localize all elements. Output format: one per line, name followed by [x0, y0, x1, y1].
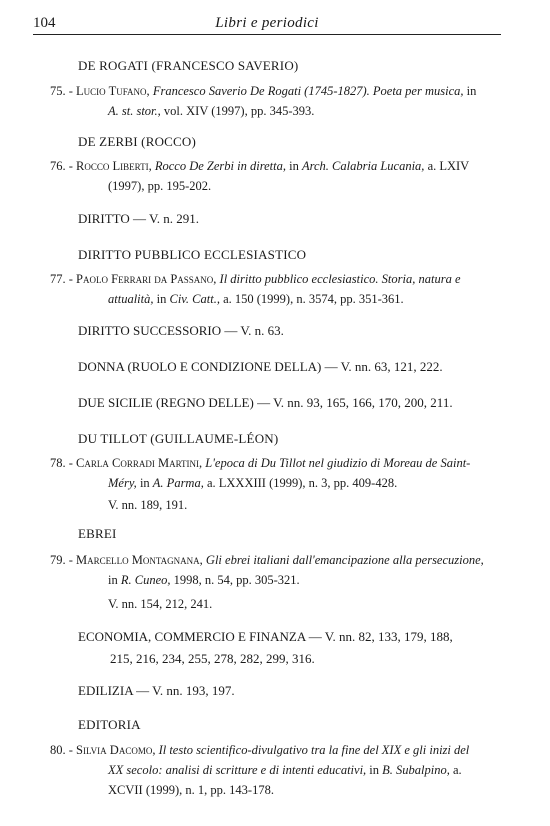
- see-also: V. nn. 189, 191.: [108, 498, 188, 512]
- cross-reference: DIRITTO SUCCESSORIO — V. n. 63.: [78, 323, 284, 338]
- entry-author: Rocco Liberti,: [76, 159, 152, 173]
- bibliography-entry: [50, 156, 500, 196]
- running-header: [33, 14, 501, 35]
- entry-in: in: [156, 292, 167, 306]
- page-number: 104: [33, 15, 56, 31]
- entry-details: a. LXIV: [427, 159, 470, 173]
- subject-heading: DIRITTO PUBBLICO ECCLESIASTICO: [78, 247, 307, 262]
- entry-journal: R. Cuneo,: [120, 573, 171, 587]
- entry-title-cont: attualità,: [108, 292, 154, 306]
- entry-details: vol. XIV (1997), pp. 345-393.: [163, 104, 315, 118]
- entry-author: Carla Corradi Martini,: [76, 456, 203, 470]
- entry-author: Paolo Ferrari da Passano,: [76, 272, 217, 286]
- entry-journal: A. Parma,: [152, 476, 204, 490]
- cross-reference: EDILIZIA — V. nn. 193, 197.: [78, 683, 235, 698]
- subject-heading: EDITORIA: [78, 717, 141, 732]
- entry-title: Il testo scientifico-divulgativo tra la fine del XIX e gli inizi del: [158, 743, 470, 757]
- entry-in: in: [466, 84, 477, 98]
- entry-details: a. 150 (1999), n. 3574, pp. 351-361.: [223, 292, 404, 306]
- bibliography-entry: [50, 269, 500, 309]
- subject-heading: DE ZERBI (ROCCO): [78, 134, 197, 149]
- entry-number: 78. -: [50, 456, 73, 470]
- entry-title: Rocco De Zerbi in diretta,: [154, 159, 286, 173]
- see-also: V. nn. 154, 212, 241.: [108, 597, 213, 611]
- running-title: Libri e periodici: [215, 15, 319, 31]
- entry-journal: B. Subalpino,: [382, 763, 450, 777]
- entry-journal: Civ. Catt.,: [169, 292, 220, 306]
- entry-in: in: [139, 476, 150, 490]
- entry-author: Marcello Montagnana,: [76, 553, 203, 567]
- cross-reference: [78, 626, 498, 670]
- entry-journal: Arch. Calabria Lucania,: [301, 159, 425, 173]
- bibliography-entry: [50, 81, 500, 121]
- entry-details: a. LXXXIII (1999), n. 3, pp. 409-428.: [206, 476, 398, 490]
- entry-title: Il diritto pubblico ecclesiastico. Storia, natura e: [219, 272, 461, 286]
- bibliography-entry: [50, 740, 500, 800]
- entry-in: in: [108, 573, 118, 587]
- entry-title-cont: Méry,: [108, 476, 137, 490]
- entry-in: in: [369, 763, 380, 777]
- entry-details-cont: (1997), pp. 195-202.: [108, 179, 212, 193]
- entry-number: 79. -: [50, 553, 73, 567]
- bibliography-entry: [50, 453, 500, 493]
- entry-author: Lucio Tufano,: [76, 84, 150, 98]
- subject-heading: DU TILLOT (GUILLAUME-LÉON): [78, 431, 279, 446]
- entry-number: 80. -: [50, 743, 73, 757]
- cross-reference: DUE SICILIE (REGNO DELLE) — V. nn. 93, 165, 166, 170, 200, 211.: [78, 395, 453, 410]
- subject-heading: EBREI: [78, 526, 117, 541]
- entry-title-cont: XX secolo: analisi di scritture e di intenti educativi,: [108, 763, 367, 777]
- entry-details-cont: XCVII (1999), n. 1, pp. 143-178.: [108, 783, 274, 797]
- cross-reference-cont: 215, 216, 234, 255, 278, 282, 299, 316.: [110, 651, 315, 666]
- bibliography-entry: [50, 550, 500, 590]
- entry-number: 76. -: [50, 159, 73, 173]
- cross-reference: DIRITTO — V. n. 291.: [78, 211, 199, 226]
- entry-details: a.: [453, 763, 462, 777]
- entry-details: 1998, n. 54, pp. 305-321.: [173, 573, 300, 587]
- entry-journal: A. st. stor.,: [108, 104, 161, 118]
- entry-in: in: [289, 159, 299, 173]
- cross-reference: DONNA (RUOLO E CONDIZIONE DELLA) — V. nn. 63, 121, 222.: [78, 359, 443, 374]
- entry-number: 75. -: [50, 84, 73, 98]
- entry-title: Gli ebrei italiani dall'emancipazione alla persecuzione,: [205, 553, 484, 567]
- entry-title: L'epoca di Du Tillot nel giudizio di Moreau de Saint-: [205, 456, 471, 470]
- entry-author: Silvia Dacomo,: [76, 743, 156, 757]
- subject-heading: DE ROGATI (FRANCESCO SAVERIO): [78, 58, 299, 73]
- cross-reference-line: ECONOMIA, COMMERCIO E FINANZA — V. nn. 82, 133, 179, 188,: [78, 629, 453, 644]
- entry-title: Francesco Saverio De Rogati (1745-1827). Poeta per musica,: [152, 84, 464, 98]
- entry-number: 77. -: [50, 272, 73, 286]
